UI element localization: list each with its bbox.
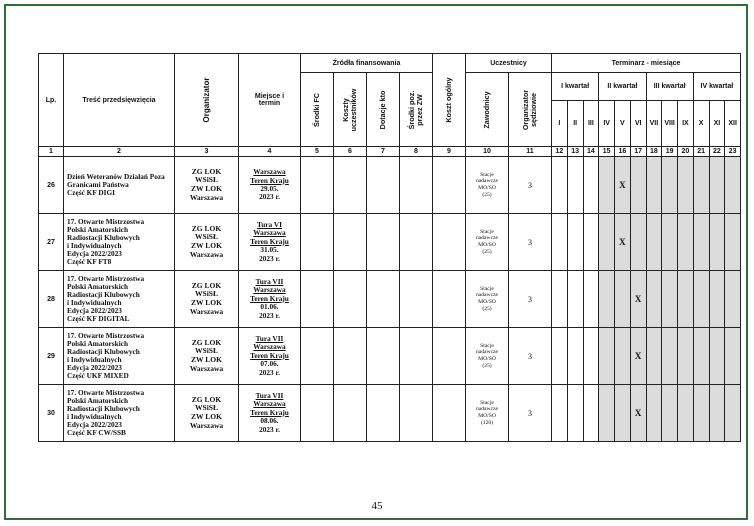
- month-cell: [567, 328, 583, 385]
- month-cell: [693, 214, 709, 271]
- month-cell: [646, 328, 662, 385]
- page-number: 45: [371, 500, 383, 512]
- month-cell: [678, 328, 694, 385]
- month-cell: [630, 157, 646, 214]
- month-cell: [615, 328, 631, 385]
- place-line-underlined: Warszawa: [253, 342, 286, 352]
- column-number: 22: [709, 147, 725, 157]
- row-lp: 29: [39, 328, 64, 385]
- month-cell: [646, 157, 662, 214]
- column-number: 6: [334, 147, 367, 157]
- header-month: XII: [725, 101, 741, 147]
- place-line: 08.06.: [260, 416, 279, 426]
- month-cell: [709, 214, 725, 271]
- place-line-underlined: Teren Kraju: [250, 175, 289, 185]
- column-number: 23: [725, 147, 741, 157]
- row-participants: Stacje nadawcze MO/SO (25): [466, 214, 509, 271]
- header-funding-grants: Dotacje kto: [367, 73, 400, 147]
- header-organizer: Organizator: [175, 54, 239, 147]
- header-quarter-2: II kwartał: [599, 73, 646, 101]
- row-title: 17. Otwarte Mistrzostwa Polski Amatorskich Radiostacji Klubowych i Indywidualnych Edycja 2022/2023 Część KF FT8: [64, 214, 175, 271]
- month-cell: [678, 271, 694, 328]
- header-content: Treść przedsięwzięcia: [64, 54, 175, 147]
- place-line: 2023 r.: [259, 253, 280, 263]
- month-cell: [567, 271, 583, 328]
- row-judges: 3: [509, 214, 552, 271]
- place-line-underlined: Tura VI: [257, 219, 282, 229]
- header-quarter-3: III kwartał: [646, 73, 693, 101]
- empty-cost-cell: [433, 157, 466, 214]
- header-schedule: Terminarz - miesiące: [552, 54, 741, 73]
- empty-cost-cell: [334, 157, 367, 214]
- row-participants: Stacje nadawcze MO/SO (25): [466, 271, 509, 328]
- row-judges: 3: [509, 157, 552, 214]
- month-cell: [599, 214, 615, 271]
- header-total-cost: Koszt ogólny: [433, 54, 466, 147]
- place-line: 31.05.: [260, 245, 279, 255]
- header-quarter-4: IV kwartał: [693, 73, 740, 101]
- header-month: XI: [709, 101, 725, 147]
- table-row: [39, 385, 741, 442]
- empty-cost-cell: [301, 157, 334, 214]
- empty-cost-cell: [433, 214, 466, 271]
- row-organizer: ZG LOK WSiSŁ ZW LOK Warszawa: [175, 385, 239, 442]
- place-line: 2023 r.: [259, 310, 280, 320]
- month-cell: [678, 214, 694, 271]
- header-month: III: [583, 101, 599, 147]
- row-title: 17. Otwarte Mistrzostwa Polski Amatorskich Radiostacji Klubowych i Indywidualnych Edycja 2022/2023 Część KF CW/SSB: [64, 385, 175, 442]
- month-cell: [709, 271, 725, 328]
- header-month: II: [567, 101, 583, 147]
- row-participants: Stacje nadawcze MO/SO (120): [466, 385, 509, 442]
- header-funding: Źródła finansowania: [301, 54, 433, 73]
- month-cell: [552, 214, 568, 271]
- empty-cost-cell: [334, 328, 367, 385]
- column-number: 12: [552, 147, 568, 157]
- column-number: 14: [583, 147, 599, 157]
- empty-cost-cell: [433, 271, 466, 328]
- place-line: 01.06.: [260, 302, 279, 312]
- place-line: 2023 r.: [259, 192, 280, 202]
- column-number: 18: [646, 147, 662, 157]
- empty-cost-cell: [400, 328, 433, 385]
- column-number: 16: [615, 147, 631, 157]
- month-cell: [583, 157, 599, 214]
- header-month: V: [615, 101, 631, 147]
- column-number: 20: [678, 147, 694, 157]
- month-cell: [583, 385, 599, 442]
- row-judges: 3: [509, 271, 552, 328]
- month-cell: [709, 328, 725, 385]
- header-month: I: [552, 101, 568, 147]
- empty-cost-cell: [400, 385, 433, 442]
- month-cell: [630, 214, 646, 271]
- month-cell: [599, 385, 615, 442]
- row-organizer: ZG LOK WSiSŁ ZW LOK Warszawa: [175, 214, 239, 271]
- empty-cost-cell: [400, 271, 433, 328]
- month-cell: [552, 328, 568, 385]
- empty-cost-cell: [301, 271, 334, 328]
- column-number: 4: [239, 147, 301, 157]
- row-lp: 30: [39, 385, 64, 442]
- place-line-underlined: Tura VII: [255, 390, 284, 400]
- table-row: [39, 214, 741, 271]
- row-organizer: ZG LOK WSiSŁ ZW LOK Warszawa: [175, 271, 239, 328]
- month-cell: [725, 157, 741, 214]
- column-number: 15: [599, 147, 615, 157]
- month-cell: [615, 385, 631, 442]
- row-place: [239, 385, 301, 442]
- empty-cost-cell: [334, 385, 367, 442]
- column-number: 19: [662, 147, 678, 157]
- month-mark: X: [615, 214, 631, 271]
- empty-cost-cell: [301, 385, 334, 442]
- month-cell: [552, 157, 568, 214]
- schedule-table: [38, 53, 741, 442]
- empty-cost-cell: [301, 214, 334, 271]
- header-judges: Organizator sędziowie: [509, 73, 552, 147]
- month-cell: [567, 385, 583, 442]
- header-participants: Uczestnicy: [466, 54, 552, 73]
- month-cell: [662, 214, 678, 271]
- column-number: 10: [466, 147, 509, 157]
- place-line: 2023 r.: [259, 367, 280, 377]
- header-competitors: Zawodnicy: [466, 73, 509, 147]
- column-number: 8: [400, 147, 433, 157]
- row-organizer: ZG LOK WSiSŁ ZW LOK Warszawa: [175, 328, 239, 385]
- table-row: [39, 271, 741, 328]
- column-number: 2: [64, 147, 175, 157]
- row-title: 17. Otwarte Mistrzostwa Polski Amatorskich Radiostacji Klubowych i Indywidualnych Edycja 2022/2023 Część UKF MIXED: [64, 328, 175, 385]
- column-number: 13: [567, 147, 583, 157]
- month-cell: [646, 214, 662, 271]
- place-line-underlined: Teren Kraju: [250, 236, 289, 246]
- month-cell: [662, 271, 678, 328]
- row-place: [239, 271, 301, 328]
- header-funding-participants: Koszty uczestników: [334, 73, 367, 147]
- empty-cost-cell: [400, 214, 433, 271]
- empty-cost-cell: [334, 271, 367, 328]
- empty-cost-cell: [433, 385, 466, 442]
- header-month: VI: [630, 101, 646, 147]
- month-cell: [646, 385, 662, 442]
- row-judges: 3: [509, 328, 552, 385]
- month-cell: [678, 385, 694, 442]
- row-judges: 3: [509, 385, 552, 442]
- row-lp: 26: [39, 157, 64, 214]
- row-lp: 28: [39, 271, 64, 328]
- month-cell: [725, 385, 741, 442]
- month-cell: [567, 157, 583, 214]
- column-number: 3: [175, 147, 239, 157]
- row-title: 17. Otwarte Mistrzostwa Polski Amatorskich Radiostacji Klubowych i Indywidualnych Edycja 2022/2023 Część KF DIGITAL: [64, 271, 175, 328]
- place-line-underlined: Warszawa: [253, 285, 286, 295]
- column-number: 17: [630, 147, 646, 157]
- place-line-underlined: Warszawa: [253, 228, 286, 238]
- empty-cost-cell: [367, 271, 400, 328]
- month-mark: X: [615, 157, 631, 214]
- row-place: [239, 328, 301, 385]
- header-month: VIII: [662, 101, 678, 147]
- column-number: 11: [509, 147, 552, 157]
- month-cell: [583, 271, 599, 328]
- place-line: 29.05.: [260, 184, 279, 193]
- place-line-underlined: Teren Kraju: [250, 350, 289, 360]
- header-month: VII: [646, 101, 662, 147]
- column-number: 21: [693, 147, 709, 157]
- month-mark: X: [630, 385, 646, 442]
- empty-cost-cell: [334, 214, 367, 271]
- header-place: Miejsce i termin: [239, 54, 301, 147]
- row-participants: Stacje nadawcze MO/SO (25): [466, 328, 509, 385]
- column-number: 5: [301, 147, 334, 157]
- month-cell: [615, 271, 631, 328]
- month-cell: [709, 385, 725, 442]
- empty-cost-cell: [367, 328, 400, 385]
- header-month: IV: [599, 101, 615, 147]
- column-number: 9: [433, 147, 466, 157]
- month-cell: [662, 157, 678, 214]
- month-cell: [693, 328, 709, 385]
- empty-cost-cell: [367, 157, 400, 214]
- month-cell: [662, 328, 678, 385]
- header-funding-fc: Środki FC: [301, 73, 334, 147]
- month-cell: [693, 157, 709, 214]
- month-cell: [646, 271, 662, 328]
- month-cell: [725, 271, 741, 328]
- month-cell: [552, 271, 568, 328]
- row-place: [239, 157, 301, 214]
- row-lp: 27: [39, 214, 64, 271]
- month-cell: [567, 214, 583, 271]
- empty-cost-cell: [367, 214, 400, 271]
- row-place: [239, 214, 301, 271]
- month-cell: [552, 385, 568, 442]
- month-cell: [725, 214, 741, 271]
- place-line: 2023 r.: [259, 424, 280, 434]
- empty-cost-cell: [400, 157, 433, 214]
- place-line: 07.06.: [260, 359, 279, 369]
- place-line-underlined: Warszawa: [253, 399, 286, 409]
- header-funding-zw: Środki poz. przez ZW: [400, 73, 433, 147]
- place-line-underlined: Teren Kraju: [250, 293, 289, 303]
- month-cell: [693, 385, 709, 442]
- column-number: 1: [39, 147, 64, 157]
- month-mark: X: [630, 271, 646, 328]
- header-month: X: [693, 101, 709, 147]
- place-line-underlined: Tura VII: [255, 333, 284, 343]
- header-quarter-1: I kwartał: [552, 73, 599, 101]
- column-number: 7: [367, 147, 400, 157]
- table-row: [39, 157, 741, 214]
- empty-cost-cell: [367, 385, 400, 442]
- row-participants: Stacje nadawcze MO/SO (25): [466, 157, 509, 214]
- month-mark: X: [630, 328, 646, 385]
- month-cell: [693, 271, 709, 328]
- month-cell: [662, 385, 678, 442]
- row-title: Dzień Weteranów Działań Poza Granicami Państwa Część KF DIGI: [64, 157, 175, 214]
- place-line-underlined: Teren Kraju: [250, 407, 289, 417]
- row-organizer: ZG LOK WSiSŁ ZW LOK Warszawa: [175, 157, 239, 214]
- header-month: IX: [678, 101, 694, 147]
- month-cell: [678, 157, 694, 214]
- header-lp: Lp.: [39, 54, 64, 147]
- month-cell: [709, 157, 725, 214]
- month-cell: [599, 157, 615, 214]
- month-cell: [583, 328, 599, 385]
- month-cell: [583, 214, 599, 271]
- empty-cost-cell: [301, 328, 334, 385]
- month-cell: [599, 328, 615, 385]
- table-row: [39, 328, 741, 385]
- month-cell: [599, 271, 615, 328]
- empty-cost-cell: [433, 328, 466, 385]
- place-line-underlined: Tura VII: [255, 276, 284, 286]
- month-cell: [725, 328, 741, 385]
- place-line-underlined: Warszawa: [253, 167, 286, 177]
